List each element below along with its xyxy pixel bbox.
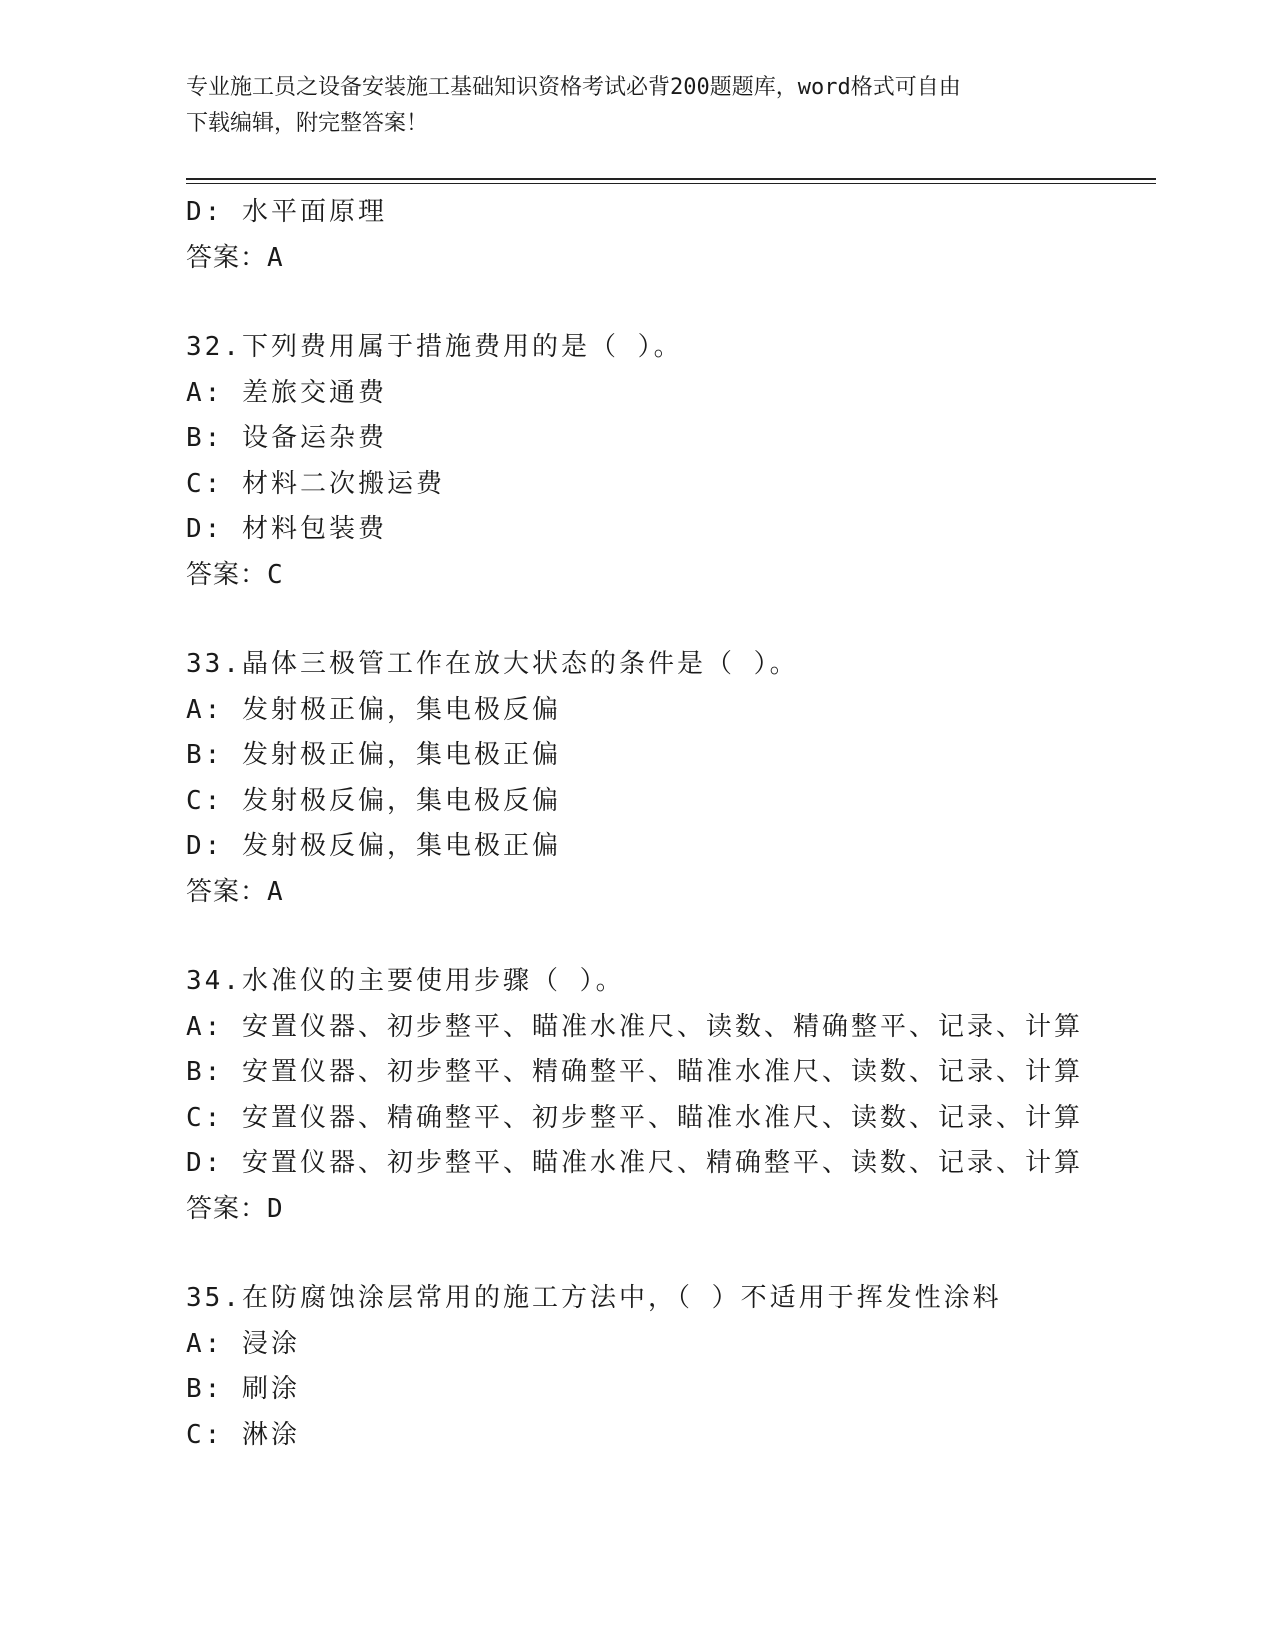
option-line: C: 淋涂 (186, 1419, 300, 1450)
header-line-1: 专业施工员之设备安装施工基础知识资格考试必背200题题库，word格式可自由 (186, 75, 961, 100)
answer-line: 答案：C (186, 559, 284, 590)
question-block (186, 1276, 1156, 1458)
document-header (186, 70, 1086, 142)
option-line: C: 发射极反偏，集电极反偏 (186, 785, 561, 816)
document-page (186, 70, 1156, 1458)
question-block (186, 959, 1156, 1232)
option-line: B: 刷涂 (186, 1374, 300, 1404)
question-block (186, 190, 1156, 281)
option-line: A: 浸涂 (186, 1328, 300, 1359)
question-stem: 33.晶体三极管工作在放大状态的条件是（ ）。 (186, 649, 799, 679)
option-line: D: 发射极反偏，集电极正偏 (186, 831, 561, 861)
option-line: D: 水平面原理 (186, 197, 387, 227)
question-stem: 34.水准仪的主要使用步骤（ ）。 (186, 966, 625, 996)
option-line: B: 发射极正偏，集电极正偏 (186, 740, 561, 770)
option-line: A: 差旅交通费 (186, 377, 387, 408)
header-line-2: 下载编辑，附完整答案！ (186, 111, 429, 136)
question-block (186, 642, 1156, 915)
option-line: B: 安置仪器、初步整平、精确整平、瞄准水准尺、读数、记录、计算 (186, 1057, 1083, 1087)
option-line: A: 安置仪器、初步整平、瞄准水准尺、读数、精确整平、记录、计算 (186, 1011, 1083, 1042)
option-line: D: 安置仪器、初步整平、瞄准水准尺、精确整平、读数、记录、计算 (186, 1148, 1083, 1178)
question-block (186, 325, 1156, 598)
question-stem: 35.在防腐蚀涂层常用的施工方法中，（ ）不适用于挥发性涂料 (186, 1283, 1002, 1313)
option-line: B: 设备运杂费 (186, 423, 387, 453)
header-divider (186, 178, 1156, 184)
option-line: C: 安置仪器、精确整平、初步整平、瞄准水准尺、读数、记录、计算 (186, 1102, 1083, 1133)
option-line: A: 发射极正偏，集电极反偏 (186, 694, 561, 725)
question-stem: 32.下列费用属于措施费用的是（ ）。 (186, 332, 683, 362)
question-list (186, 190, 1156, 1458)
answer-line: 答案：A (186, 876, 284, 907)
answer-line: 答案：A (186, 242, 284, 273)
answer-line: 答案：D (186, 1193, 284, 1224)
option-line: D: 材料包装费 (186, 514, 387, 544)
option-line: C: 材料二次搬运费 (186, 468, 445, 499)
